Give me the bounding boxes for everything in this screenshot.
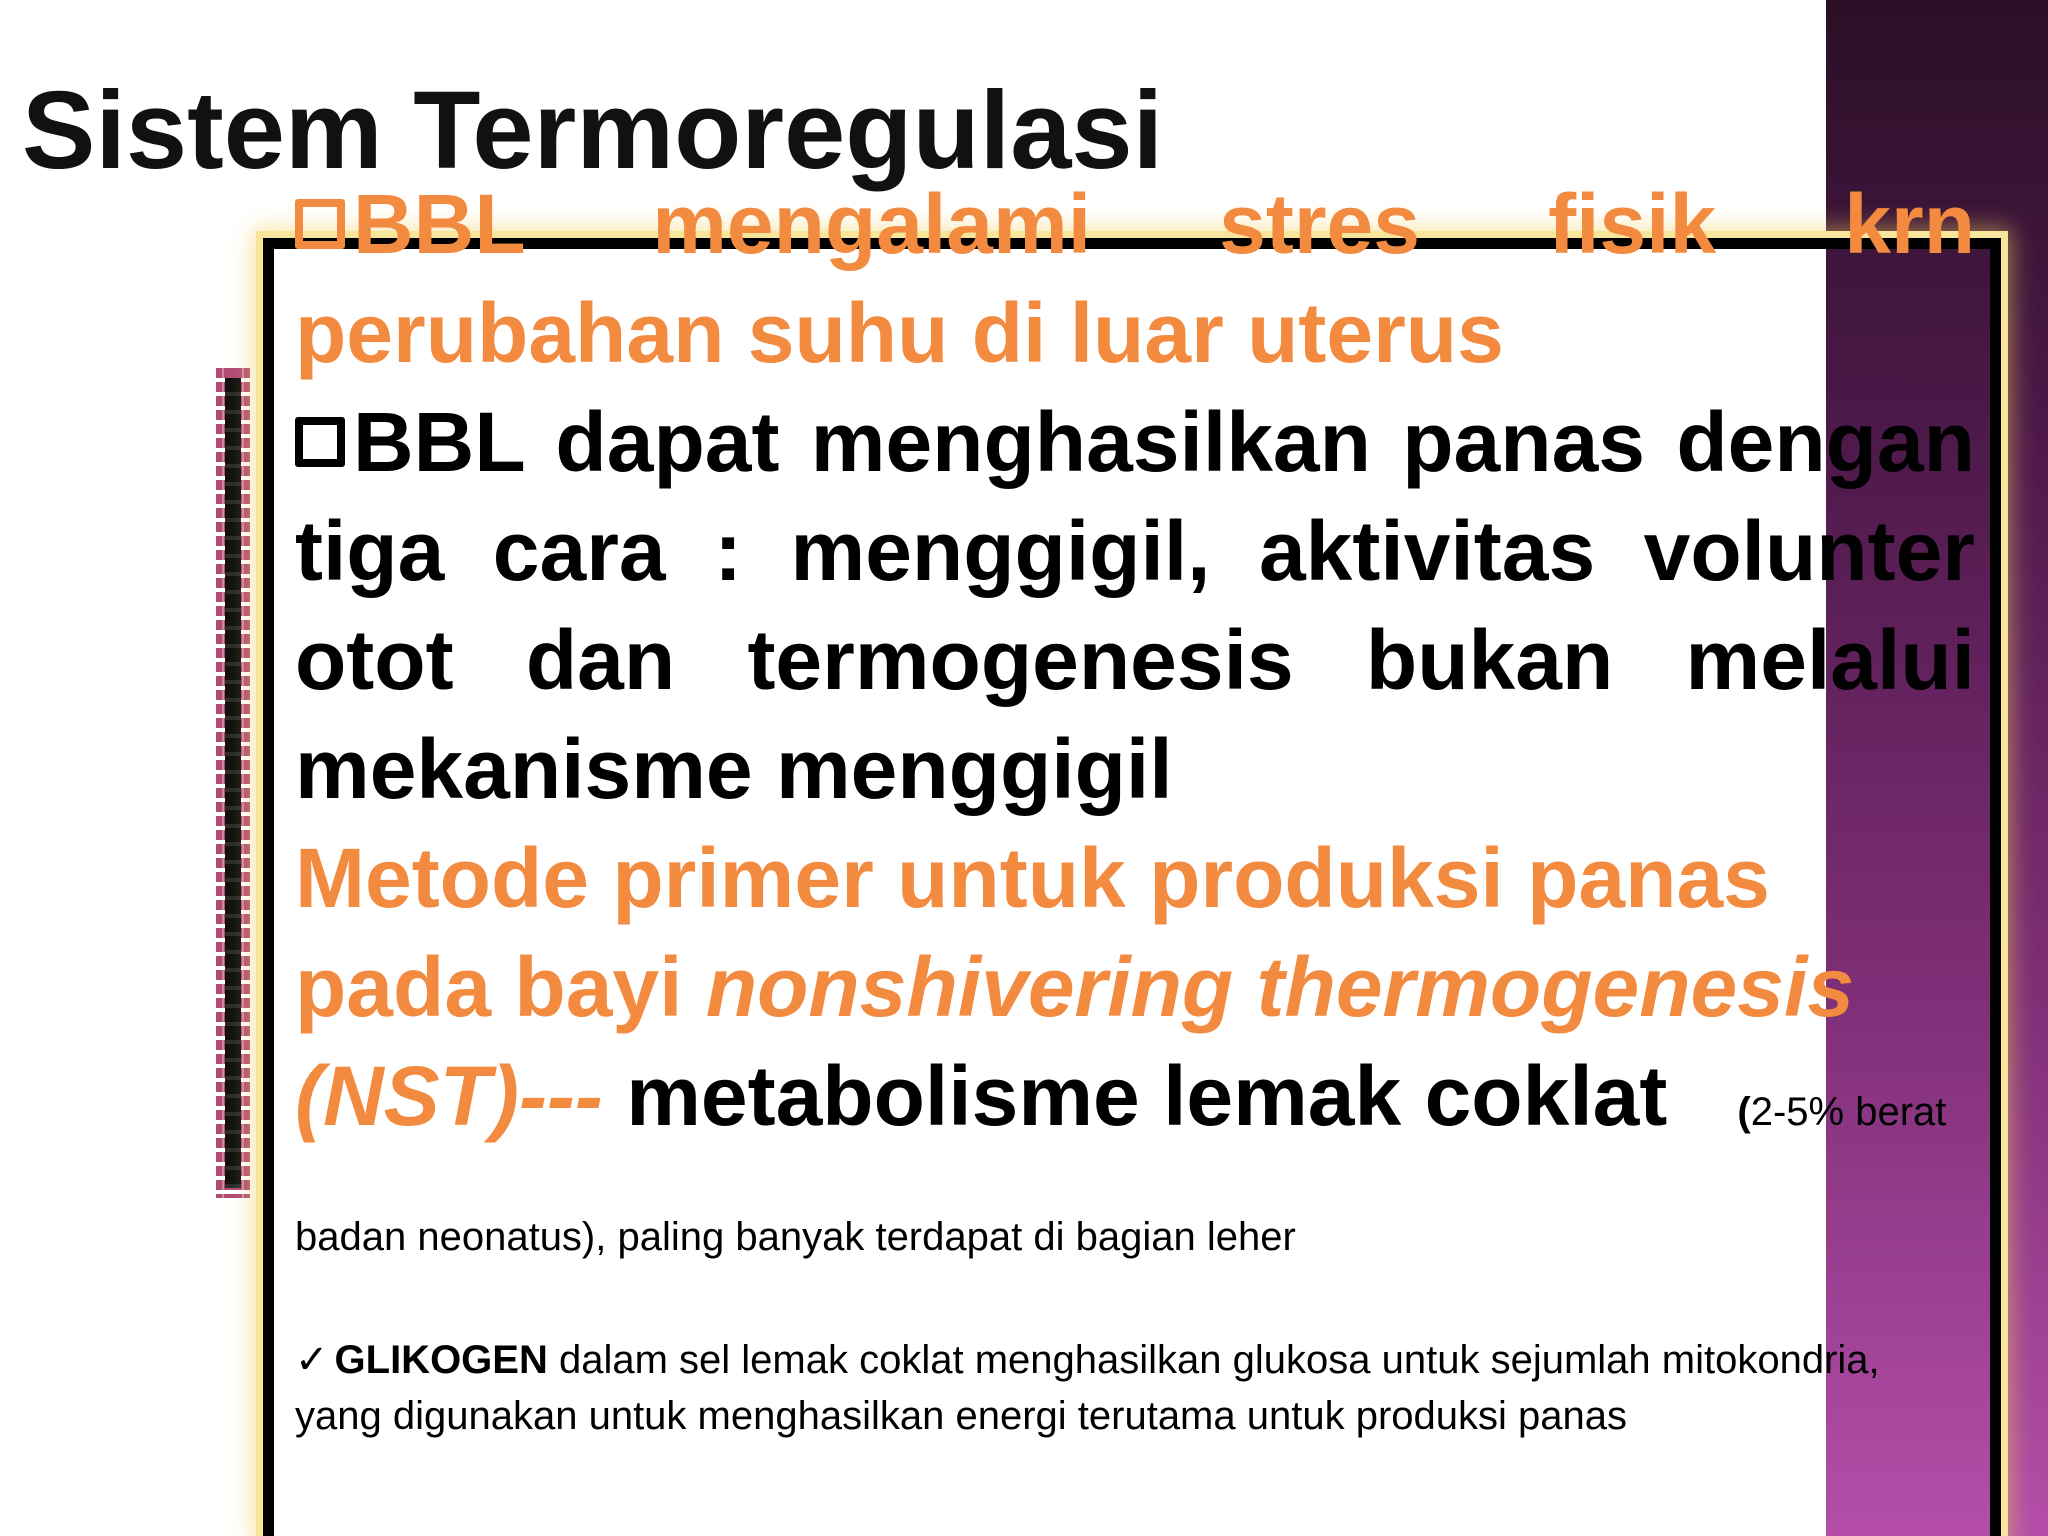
slide-body <box>295 170 1975 1444</box>
bullet-heat-production <box>295 388 1975 824</box>
bullet-heat-text: BBL dapat menghasilkan panas dengan tiga cara : menggigil, aktivitas volunter otot dan termogenesis bukan melalui mekanisme menggigil <box>295 395 1975 816</box>
bullet-stress <box>295 170 1975 388</box>
spacer <box>295 1292 1975 1332</box>
bullet-stress-text: BBL mengalami stres fisik krn perubahan suhu di luar uterus <box>295 177 1975 380</box>
checkmark-icon: ✓ <box>295 1338 329 1382</box>
glikogen-term: GLIKOGEN <box>334 1338 548 1382</box>
checkbox-bullet-icon <box>295 199 345 249</box>
check-item-glikogen <box>295 1332 1975 1444</box>
ribbon-stitching <box>216 368 250 1198</box>
nst-lead-text: Metode primer untuk produksi panas pada bayi <box>295 831 1770 1034</box>
checkbox-bullet-icon <box>295 417 345 467</box>
paragraph-nst <box>295 824 1975 1292</box>
nst-tail-text: metabolisme lemak coklat <box>602 1049 1668 1143</box>
glikogen-text: dalam sel lemak coklat menghasilkan glukosa untuk sejumlah mitokondria, yang digunakan untuk menghasilkan energi terutama untuk produksi panas <box>295 1338 1880 1438</box>
note-text: 2-5% berat badan neonatus), paling banyak terdapat di bagian leher <box>295 1090 1947 1259</box>
slide-title: Sistem Termoregulasi <box>22 69 1164 192</box>
note-open-paren: ( <box>1737 1090 1751 1134</box>
nst-italic-term: nonshivering thermogenesis (NST)--- <box>295 940 1855 1143</box>
